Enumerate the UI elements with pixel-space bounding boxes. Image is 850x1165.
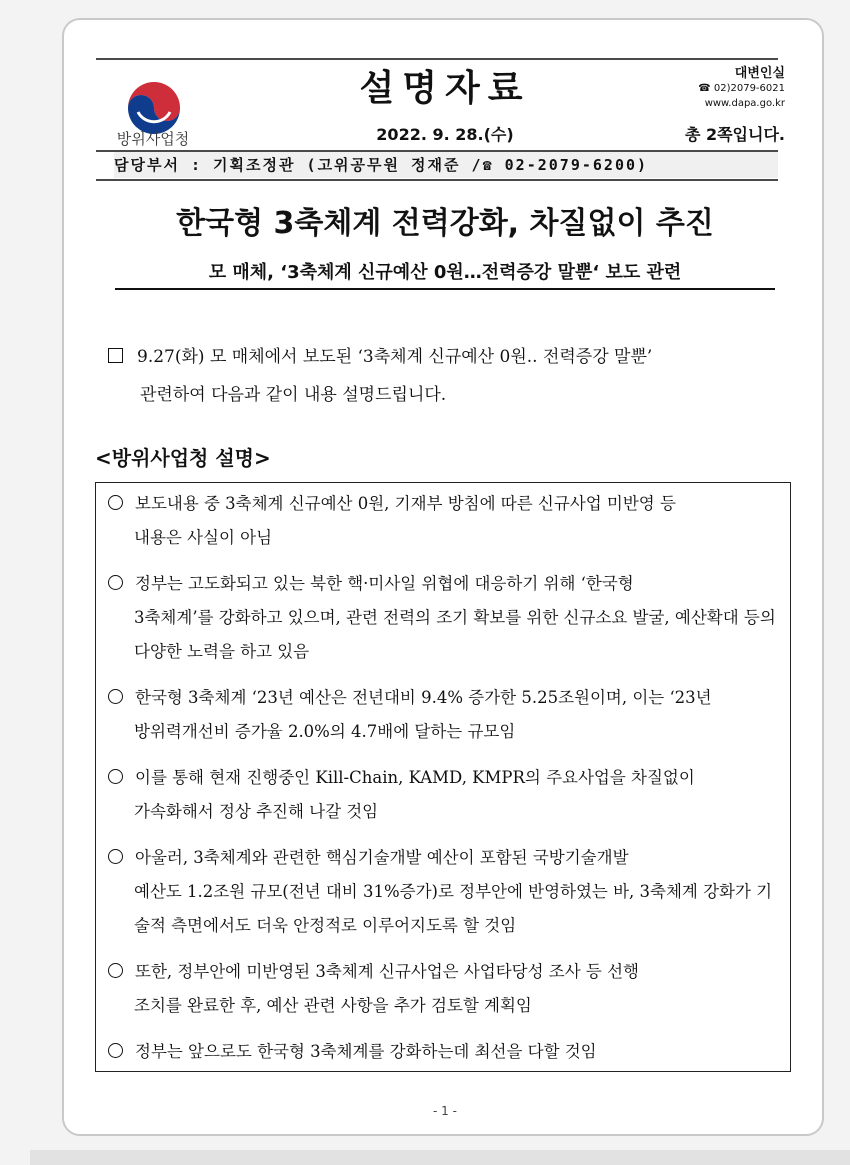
intro-line-2: 관련하여 다음과 같이 내용 설명드립니다. xyxy=(140,385,447,405)
circle-bullet-icon xyxy=(108,769,123,784)
circle-bullet-icon xyxy=(108,849,123,864)
item-text: 아울러, 3축체계와 관련한 핵심기술개발 예산이 포함된 국방기술개발 xyxy=(135,848,629,867)
list-item xyxy=(108,567,778,669)
header-bottom-rule xyxy=(96,179,778,181)
section-label: <방위사업청 설명> xyxy=(95,446,271,470)
intro-text-1: 9.27(화) 모 매체에서 보도된 ‘3축체계 신규예산 0원.. 전력증강 말뿐’ xyxy=(137,347,653,367)
headline: 한국형 3축체계 전력강화, 차질없이 추진 xyxy=(176,206,714,241)
item-text: 이를 통해 현재 진행중인 Kill-Chain, KAMD, KMPR의 주요사업을 차질없이 xyxy=(135,768,695,787)
contact-website: www.dapa.go.kr xyxy=(704,98,785,109)
contact-block xyxy=(698,62,785,111)
item-text: 보도내용 중 3축체계 신규예산 0원, 기재부 방침에 따른 신규사업 미반영 등 xyxy=(135,494,676,513)
document-type-title: 설명자료 xyxy=(359,68,531,109)
circle-bullet-icon xyxy=(108,1043,123,1058)
intro-line-1 xyxy=(108,338,788,376)
circle-bullet-icon xyxy=(108,963,123,978)
item-text: 정부는 고도화되고 있는 북한 핵·미사일 위협에 대응하기 위해 ‘한국형 xyxy=(135,574,634,593)
list-item xyxy=(108,1035,778,1069)
item-continuation: 조치를 완료한 후, 예산 관련 사항을 추가 검토할 계획임 xyxy=(134,996,532,1015)
background-strip xyxy=(30,1150,850,1165)
contact-phone: ☎ 02)2079-6021 xyxy=(698,83,785,94)
intro-paragraph xyxy=(108,338,788,414)
item-text: 한국형 3축체계 ‘23년 예산은 전년대비 9.4% 증가한 5.25조원이며, 이는 ‘23년 xyxy=(135,688,712,707)
circle-bullet-icon xyxy=(108,575,123,590)
item-continuation: 3축체계’를 강화하고 있으며, 관련 전력의 조기 확보를 위한 신규소요 발굴, 예산확대 등의 다양한 노력을 하고 있음 xyxy=(134,608,776,661)
list-item xyxy=(108,487,778,555)
item-continuation: 내용은 사실이 아님 xyxy=(134,528,273,547)
circle-bullet-icon xyxy=(108,495,123,510)
list-item xyxy=(108,761,778,829)
list-item xyxy=(108,681,778,749)
list-item xyxy=(108,955,778,1023)
page-number: - 1 - xyxy=(433,1104,457,1118)
page-count: 총 2쪽입니다. xyxy=(684,125,785,144)
department-line: 담당부서 : 기획조정관 (고위공무원 정재준 /☎ 02-2079-6200) xyxy=(114,152,778,178)
subheadline: 모 매체, ‘3축체계 신규예산 0원…전력증강 말뿐‘ 보도 관련 xyxy=(115,258,775,290)
contact-title: 대변인실 xyxy=(734,66,785,81)
circle-bullet-icon xyxy=(108,689,123,704)
item-continuation: 방위력개선비 증가율 2.0%의 4.7배에 달하는 규모임 xyxy=(134,722,516,741)
list-item xyxy=(108,841,778,943)
item-continuation: 예산도 1.2조원 규모(전년 대비 31%증가)로 정부안에 반영하였는 바, 3축체계 강화가 기술적 측면에서도 더욱 안정적로 이루어지도록 할 것임 xyxy=(134,882,773,935)
document-date: 2022. 9. 28.(수) xyxy=(376,125,514,144)
explanation-box xyxy=(95,482,791,1072)
item-text: 또한, 정부안에 미반영된 3축체계 신규사업은 사업타당성 조사 등 선행 xyxy=(135,962,639,981)
checkbox-icon xyxy=(108,348,123,363)
item-continuation: 가속화해서 정상 추진해 나갈 것임 xyxy=(134,802,379,821)
agency-name: 방위사업청 xyxy=(116,130,190,148)
item-text: 정부는 앞으로도 한국형 3축체계를 강화하는데 최선을 다할 것임 xyxy=(135,1042,597,1061)
